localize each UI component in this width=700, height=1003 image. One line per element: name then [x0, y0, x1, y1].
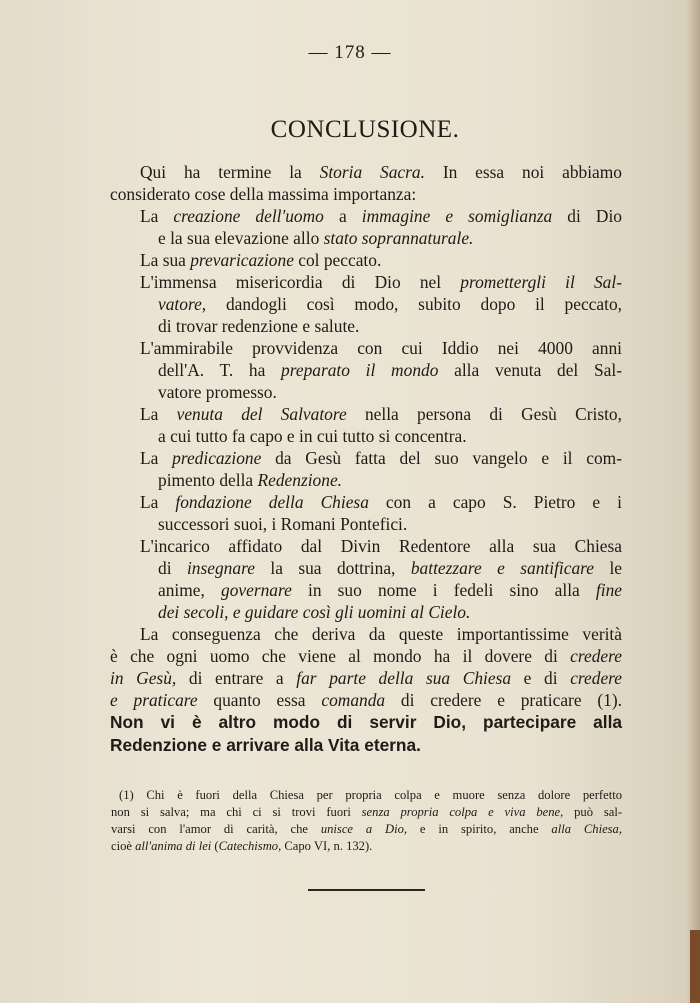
text-line: [110, 271, 622, 293]
text-span: e in spirito, anche: [407, 822, 552, 836]
text-line: [110, 315, 622, 337]
text-line: [110, 227, 622, 249]
text-span: può sal-: [563, 805, 623, 819]
bold-conclusion-line: Redenzione e arrivare alla Vita eterna.: [110, 735, 421, 755]
text-line: [110, 667, 622, 689]
text-span: quanto essa: [197, 690, 322, 710]
end-rule: [308, 889, 425, 891]
text-span: le: [594, 558, 623, 578]
text-line: [110, 205, 622, 227]
text-span: a cui tutto fa capo e in cui tutto si concentra.: [158, 426, 467, 446]
italic-text: comanda: [321, 690, 386, 710]
italic-text: unisce a Dio,: [320, 822, 408, 836]
text-span: L'ammirabile provvidenza con cui Iddio nei 4000 anni: [140, 338, 622, 358]
text-line: [110, 183, 622, 205]
text-span: di Dio: [552, 206, 622, 226]
italic-text: insegnare: [186, 558, 255, 578]
text-line: [110, 689, 622, 711]
text-line: [110, 645, 622, 667]
italic-text: Catechismo,: [218, 839, 282, 853]
italic-text: battezzare e santificare: [410, 558, 595, 578]
italic-text: governare: [221, 580, 292, 600]
chapter-title: CONCLUSIONE.: [270, 116, 460, 143]
italic-text: creazione dell'uomo: [173, 206, 324, 226]
text-span: cioè: [111, 839, 136, 853]
italic-text: immagine e somiglianza: [361, 206, 553, 226]
footnote-line: [111, 787, 622, 804]
text-line: [110, 293, 622, 315]
text-span: nella persona di Gesù Cristo,: [346, 404, 622, 424]
text-line: [110, 359, 622, 381]
italic-text: Redenzione.: [257, 470, 343, 490]
text-span: dell'A. T. ha: [158, 360, 282, 380]
footnote-line: [111, 821, 622, 838]
text-span: di trovar redenzione e salute.: [158, 316, 360, 336]
italic-text: credere: [570, 668, 623, 688]
italic-text: Storia Sacra.: [319, 162, 425, 182]
text-span: non si salva; ma chi ci si trovi fuori: [111, 805, 362, 819]
text-span: La: [140, 448, 173, 468]
text-span: a: [323, 206, 362, 226]
page-number: — 178 —: [308, 42, 392, 63]
text-span: in suo nome i fedeli sino alla: [291, 580, 596, 600]
text-line: [110, 425, 622, 447]
text-span: alla venuta del Sal-: [438, 360, 622, 380]
italic-text: e praticare: [110, 690, 198, 710]
text-span: di credere e praticare (1).: [385, 690, 622, 710]
italic-text: predicazione: [172, 448, 262, 468]
text-span: L'immensa misericordia di Dio nel: [140, 272, 461, 292]
text-line: [110, 491, 622, 513]
text-span: e la sua elevazione allo: [158, 228, 324, 248]
text-span: Qui ha termine la: [140, 162, 320, 182]
text-line: [110, 337, 622, 359]
footnote: [111, 787, 622, 855]
text-span: di entrare a: [176, 668, 297, 688]
text-span: varsi con l'amor di carità, che: [111, 822, 321, 836]
italic-text: alla Chiesa,: [551, 822, 623, 836]
text-span: Capo VI, n. 132).: [281, 839, 373, 853]
text-line: [110, 557, 622, 579]
text-span: In essa noi abbiamo: [424, 162, 622, 182]
italic-text: fine: [595, 580, 622, 600]
text-line: [110, 447, 622, 469]
text-span: e di: [511, 668, 571, 688]
italic-text: venuta del Salvatore: [176, 404, 347, 424]
page-edge-shadow: [686, 0, 700, 1003]
text-line: [110, 513, 622, 535]
text-span: con a capo S. Pietro e i: [368, 492, 622, 512]
italic-text: preparato il mondo: [281, 360, 439, 380]
text-span: di: [158, 558, 187, 578]
bold-conclusion-line: Non vi è altro modo di servir Dio, partecipare alla: [110, 712, 622, 732]
italic-text: dei secoli, e guidare così gli uomini al Cielo.: [158, 602, 471, 622]
text-span: La: [140, 492, 176, 512]
italic-text: fondazione della Chiesa: [175, 492, 369, 512]
text-span: pimento della: [158, 470, 258, 490]
page-tear: [690, 930, 700, 1003]
footnote-line: [111, 838, 622, 855]
italic-text: prevaricazione: [190, 250, 294, 270]
text-span: dandogli così modo, subito dopo il peccato,: [206, 294, 622, 314]
italic-text: senza propria colpa e viva bene,: [361, 805, 564, 819]
text-span: L'incarico affidato dal Divin Redentore alla sua Chiesa: [140, 536, 622, 556]
italic-text: stato soprannaturale.: [323, 228, 474, 248]
text-line: [110, 249, 622, 271]
text-line: [110, 381, 622, 403]
italic-text: far parte della sua Chiesa: [296, 668, 512, 688]
text-span: da Gesù fatta del suo vangelo e il com-: [261, 448, 622, 468]
text-line: [110, 579, 622, 601]
text-span: La: [140, 404, 177, 424]
italic-text: all'anima di lei: [135, 839, 212, 853]
body-text: [110, 161, 622, 757]
text-span: col peccato.: [293, 250, 382, 270]
text-span: successori suoi, i Romani Pontefici.: [158, 514, 408, 534]
text-span: La conseguenza che deriva da queste importantissime verità: [140, 624, 622, 644]
footnote-line: [111, 804, 622, 821]
text-span: anime,: [158, 580, 221, 600]
italic-text: promettergli il Sal-: [460, 272, 622, 292]
text-span: considerato cose della massima importanza:: [110, 184, 417, 204]
italic-text: in Gesù,: [110, 668, 177, 688]
text-line: [110, 469, 622, 491]
text-span: (1) Chi è fuori della Chiesa per propria colpa e muore senza dolore perfetto: [119, 788, 622, 802]
text-line: [110, 161, 622, 183]
text-span: La: [140, 206, 174, 226]
text-line: [110, 403, 622, 425]
text-span: La sua: [140, 250, 191, 270]
text-span: (: [211, 839, 219, 853]
text-span: è che ogni uomo che viene al mondo ha il dovere di: [110, 646, 571, 666]
italic-text: credere: [570, 646, 622, 666]
text-span: vatore promesso.: [158, 382, 277, 402]
text-line: [110, 535, 622, 557]
text-line: [110, 601, 622, 623]
text-span: la sua dottrina,: [254, 558, 411, 578]
text-line: [110, 623, 622, 645]
italic-text: vatore,: [158, 294, 207, 314]
